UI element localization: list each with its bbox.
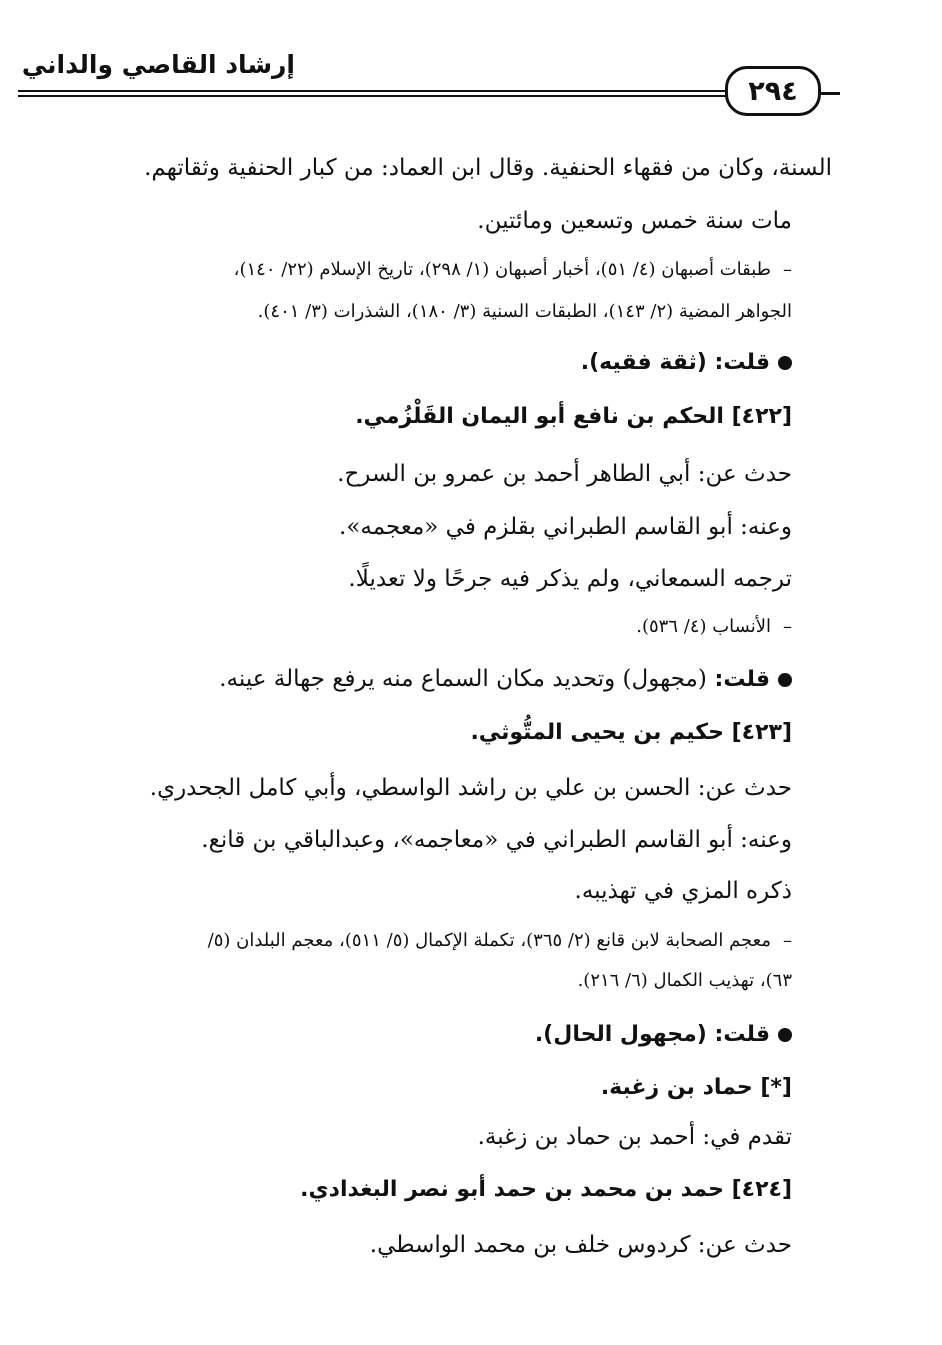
header-dash: [818, 92, 840, 95]
text-line: حدث عن: الحسن بن علي بن راشد الواسطي، وأبي كامل الجحدري.: [149, 775, 792, 801]
footnote-line: –طبقات أصبهان (٤/ ٥١)، أخبار أصبهان (١/ ٢٩٨)، تاريخ الإسلام (٢٢/ ١٤٠)،: [233, 259, 792, 280]
text-line: السنة، وكان من فقهاء الحنفية. وقال ابن العماد: من كبار الحنفية وثقاتهم.: [144, 155, 832, 181]
verdict-text: (مجهول الحال).: [534, 1022, 707, 1047]
header-rule: [18, 90, 730, 92]
text-line: تقدم في: أحمد بن حماد بن زغبة.: [477, 1124, 792, 1150]
text-line: ترجمه السمعاني، ولم يذكر فيه جرحًا ولا تعديلًا.: [348, 566, 792, 592]
verdict-line: [219, 666, 792, 692]
text-line: ذكره المزي في تهذيبه.: [574, 878, 792, 904]
footnote-line: ٦٣)، تهذيب الكمال (٦/ ٢١٦).: [577, 970, 792, 991]
text-line: مات سنة خمس وتسعين ومائتين.: [477, 208, 792, 234]
entry-heading: [*] حماد بن زغبة.: [600, 1075, 792, 1100]
footnote-line: –معجم الصحابة لابن قانع (٢/ ٣٦٥)، تكملة الإكمال (٥/ ٥١١)، معجم البلدان (٥/: [207, 930, 792, 951]
footnote-line: –الأنساب (٤/ ٥٣٦).: [636, 616, 792, 637]
running-header-title: إرشاد القاصي والداني: [21, 50, 295, 79]
verdict-label: قلت:: [714, 350, 770, 375]
page-number: ٢٩٤: [748, 75, 798, 107]
header-rule: [18, 95, 730, 97]
page-number-badge: [725, 66, 821, 116]
verdict-text: (مجهول) وتحديد مكان السماع منه يرفع جهالة عينه.: [219, 666, 707, 692]
text-line: وعنه: أبو القاسم الطبراني في «معاجمه»، وعبدالباقي بن قانع.: [201, 827, 792, 853]
text-line: حدث عن: كردوس خلف بن محمد الواسطي.: [369, 1232, 792, 1258]
verdict-line: [535, 1022, 792, 1047]
text-line: حدث عن: أبي الطاهر أحمد بن عمرو بن السرح.: [337, 461, 792, 487]
bullet-icon: [778, 356, 792, 370]
text-line: وعنه: أبو القاسم الطبراني بقلزم في «معجمه».: [339, 514, 792, 540]
verdict-text: (ثقة فقيه).: [580, 350, 707, 375]
bullet-icon: [778, 1028, 792, 1042]
verdict-label: قلت:: [714, 1022, 770, 1047]
entry-heading: [٤٢٤] حمد بن محمد بن حمد أبو نصر البغدادي.: [300, 1177, 792, 1202]
entry-heading: [٤٢٢] الحكم بن نافع أبو اليمان القَلْزُمي.: [355, 404, 792, 429]
entry-heading: [٤٢٣] حكيم بن يحيى المتُّوثي.: [470, 720, 792, 745]
verdict-label: قلت:: [714, 667, 770, 692]
footnote-line: الجواهر المضية (٢/ ١٤٣)، الطبقات السنية (٣/ ١٨٠)، الشذرات (٣/ ٤٠١).: [257, 301, 792, 322]
verdict-line: [581, 350, 792, 375]
bullet-icon: [778, 673, 792, 687]
